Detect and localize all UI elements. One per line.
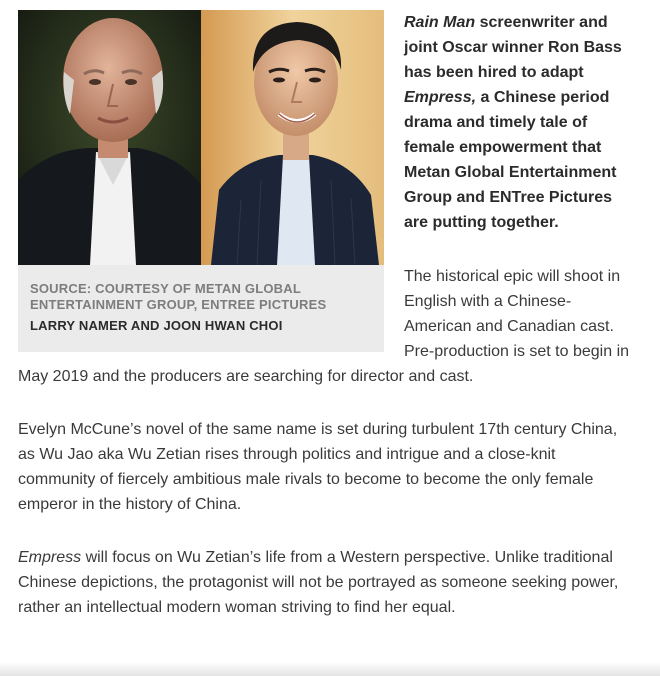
- lead-italic-empress: Empress,: [404, 89, 477, 106]
- paragraph-3-italic-empress: Empress: [18, 549, 82, 566]
- lead-italic-title: Rain Man: [404, 14, 476, 31]
- body-paragraph-3: [18, 545, 630, 620]
- photo: [18, 10, 384, 265]
- article: [18, 10, 630, 648]
- photo-larry-namer: [18, 10, 201, 265]
- body-paragraph-2: Evelyn McCune’s novel of the same name is set during turbulent 17th century China, as Wu Jao aka Wu Zetian rises through politics and intrigue and a close-knit community of fiercely ambitious male rivals to become to become the only female emperor in the history of China.: [18, 421, 618, 513]
- lead-text-1: screenwriter and joint Oscar winner Ron Bass has been hired to adapt: [404, 14, 622, 81]
- bottom-fade: [0, 662, 660, 676]
- paragraph-3-text: will focus on Wu Zetian’s life from a Western perspective. Unlike traditional Chinese depictions, the protagonist will not be portrayed as someone seeking power, rather an intellectual modern woman striving to find her equal.: [18, 549, 619, 616]
- photo-credit: SOURCE: COURTESY OF METAN GLOBAL ENTERTAINMENT GROUP, ENTREE PICTURES: [30, 281, 327, 312]
- photo-figure: [18, 10, 384, 352]
- photo-caption: [18, 265, 384, 352]
- body-paragraph-1: The historical epic will shoot in English with a Chinese-American and Canadian cast. Pre-production is set to begin in May 2019 and the producers are searching for director and cast.: [18, 268, 630, 385]
- photo-subjects: LARRY NAMER AND JOON HWAN CHOI: [30, 318, 283, 333]
- photo-joon-hwan-choi: [201, 10, 384, 265]
- lead-text-2: a Chinese period drama and timely tale of female empowerment that Metan Global Entertainment Group and ENTree Pictures are putting together.: [404, 89, 617, 231]
